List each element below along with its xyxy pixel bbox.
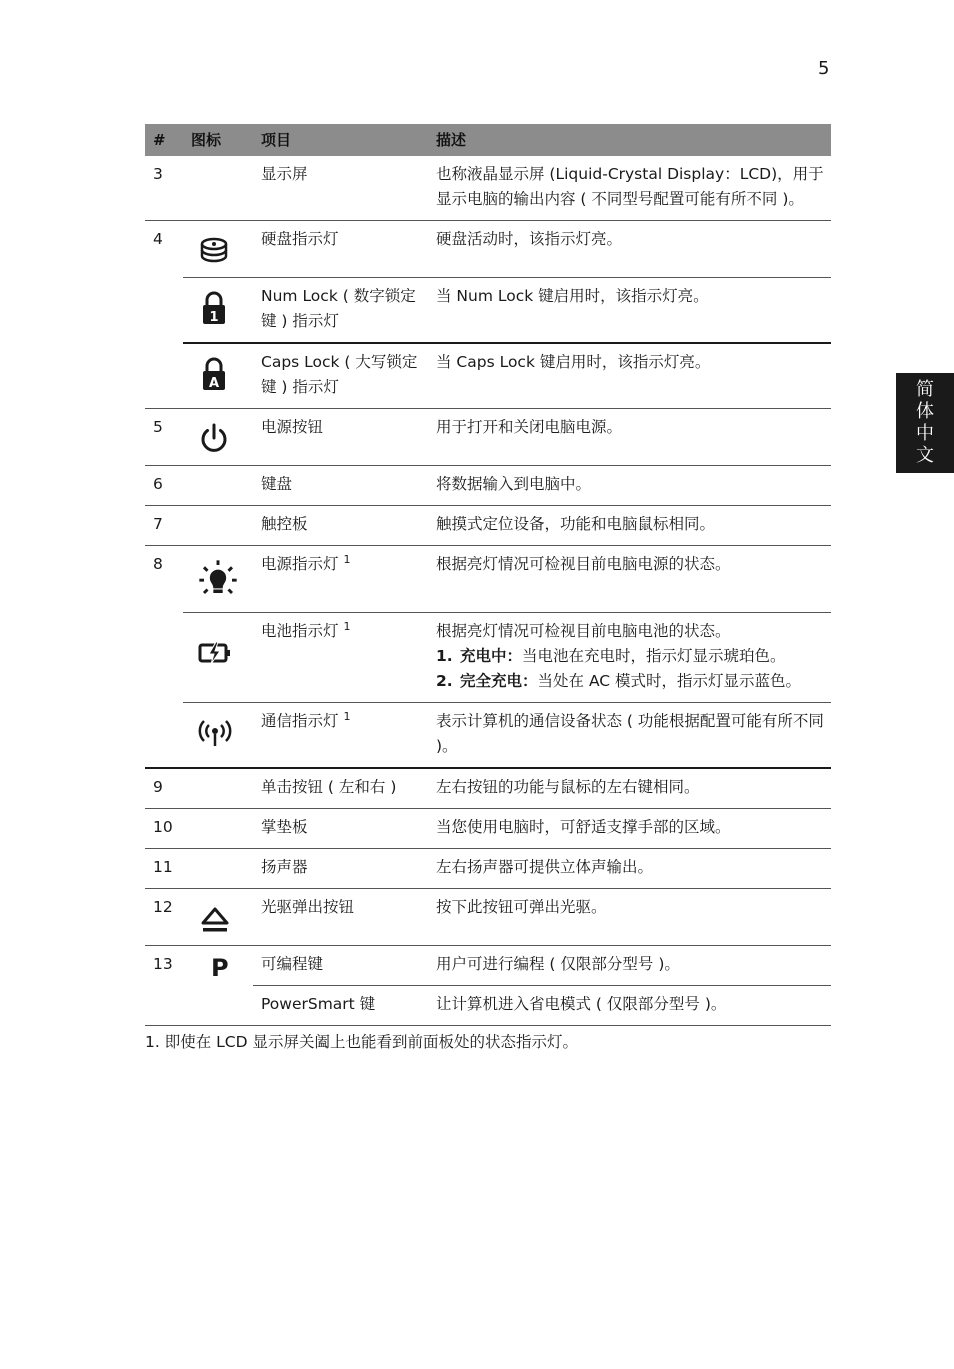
row-description: 当您使用电脑时，可舒适支撑手部的区域。	[428, 809, 831, 849]
battery-charging-icon	[197, 635, 237, 671]
table-row	[145, 703, 831, 769]
row-description: 按下此按钮可弹出光驱。	[428, 889, 831, 946]
footnote-marker: 1	[343, 709, 351, 723]
power-icon	[197, 421, 237, 457]
table-row	[145, 221, 831, 278]
row-item: Caps Lock ( 大写锁定键 ) 指示灯	[253, 343, 428, 409]
row-number: 12	[145, 889, 183, 946]
power-indicator-icon	[197, 558, 237, 604]
header-item: 项目	[253, 124, 428, 156]
row-description: 表示计算机的通信设备状态 ( 功能根据配置可能有所不同 )。	[428, 703, 831, 769]
row-description: 也称液晶显示屏 (Liquid-Crystal Display：LCD)，用于显示电脑的输出内容 ( 不同型号配置可能有所不同 )。	[428, 156, 831, 221]
row-description: 触摸式定位设备，功能和电脑鼠标相同。	[428, 506, 831, 546]
footnote-marker: 1	[343, 619, 351, 633]
footnote-marker: 1	[343, 552, 351, 566]
row-number: 9	[145, 768, 183, 809]
row-number: 3	[145, 156, 183, 221]
svg-text:A: A	[208, 376, 220, 391]
row-number: 13	[145, 946, 183, 1026]
eject-icon	[197, 901, 237, 937]
language-tab-char: 文	[916, 445, 934, 466]
table-row	[145, 409, 831, 466]
language-tab	[896, 373, 954, 473]
footnote: 1. 即使在 LCD 显示屏关阖上也能看到前面板处的状态指示灯。	[145, 1033, 578, 1051]
table-row	[145, 889, 831, 946]
row-number: 5	[145, 409, 183, 466]
table-row	[145, 343, 831, 409]
table-row	[145, 466, 831, 506]
caps-lock-icon	[197, 356, 237, 392]
row-item: 显示屏	[253, 156, 428, 221]
row-item: 触控板	[253, 506, 428, 546]
list-item: 1. 充电中：当电池在充电时，指示灯显示琥珀色。	[436, 647, 786, 665]
row-item: 键盘	[253, 466, 428, 506]
row-description: 用户可进行编程 ( 仅限部分型号 )。	[428, 946, 831, 986]
row-description: 将数据输入到电脑中。	[428, 466, 831, 506]
row-description: 当 Num Lock 键启用时，该指示灯亮。	[428, 278, 831, 344]
num-lock-icon	[197, 290, 237, 326]
table-row	[145, 849, 831, 889]
row-item: 光驱弹出按钮	[253, 889, 428, 946]
header-icon: 图标	[183, 124, 253, 156]
table-row	[145, 613, 831, 703]
row-number: 4	[145, 221, 183, 409]
page-number: 5	[818, 58, 830, 79]
row-item: 通信指示灯 $^1$	[253, 703, 428, 769]
table-row	[145, 278, 831, 344]
svg-text:1: 1	[209, 310, 219, 325]
table-row	[145, 506, 831, 546]
row-description: 左右按钮的功能与鼠标的左右键相同。	[428, 768, 831, 809]
row-number: 10	[145, 809, 183, 849]
table-row	[145, 156, 831, 221]
row-item: 电源指示灯 $^1$	[253, 546, 428, 613]
row-description: 用于打开和关闭电脑电源。	[428, 409, 831, 466]
row-item: 电池指示灯 $^1$	[253, 613, 428, 703]
hdd-icon	[197, 233, 237, 269]
p-key-icon: P	[211, 954, 229, 982]
list-item: 2. 完全充电：当处在 AC 模式时，指示灯显示蓝色。	[436, 672, 802, 690]
header-number: #	[145, 124, 183, 156]
row-number: 11	[145, 849, 183, 889]
row-description: 左右扬声器可提供立体声输出。	[428, 849, 831, 889]
row-item: 单击按钮 ( 左和右 )	[253, 768, 428, 809]
row-number: 7	[145, 506, 183, 546]
row-description: 硬盘活动时，该指示灯亮。	[428, 221, 831, 278]
row-item: Num Lock ( 数字锁定键 ) 指示灯	[253, 278, 428, 344]
row-item: 可编程键	[253, 946, 428, 986]
row-description: 让计算机进入省电模式 ( 仅限部分型号 )。	[428, 986, 831, 1026]
row-description: 当 Caps Lock 键启用时，该指示灯亮。	[428, 343, 831, 409]
row-description: 根据亮灯情况可检视目前电脑电池的状态。 1. 充电中：当电池在充电时，指示灯显示琥珀色。 2. 完全充电：当处在 AC 模式时，指示灯显示蓝色。	[428, 613, 831, 703]
table-header	[145, 124, 831, 156]
wireless-icon	[197, 715, 237, 751]
table-row	[145, 809, 831, 849]
row-item: PowerSmart 键	[253, 986, 428, 1026]
row-item: 掌垫板	[253, 809, 428, 849]
language-tab-char: 体	[916, 401, 934, 422]
row-item: 硬盘指示灯	[253, 221, 428, 278]
table-row	[145, 546, 831, 613]
spec-table	[145, 124, 831, 1026]
language-tab-char: 简	[916, 379, 934, 400]
row-number: 6	[145, 466, 183, 506]
language-tab-char: 中	[916, 423, 934, 444]
row-number: 8	[145, 546, 183, 769]
header-description: 描述	[428, 124, 831, 156]
row-description: 根据亮灯情况可检视目前电脑电源的状态。	[428, 546, 831, 613]
row-item: 扬声器	[253, 849, 428, 889]
status-list	[436, 644, 831, 694]
table-row	[145, 768, 831, 809]
table-row	[145, 946, 831, 986]
row-item: 电源按钮	[253, 409, 428, 466]
